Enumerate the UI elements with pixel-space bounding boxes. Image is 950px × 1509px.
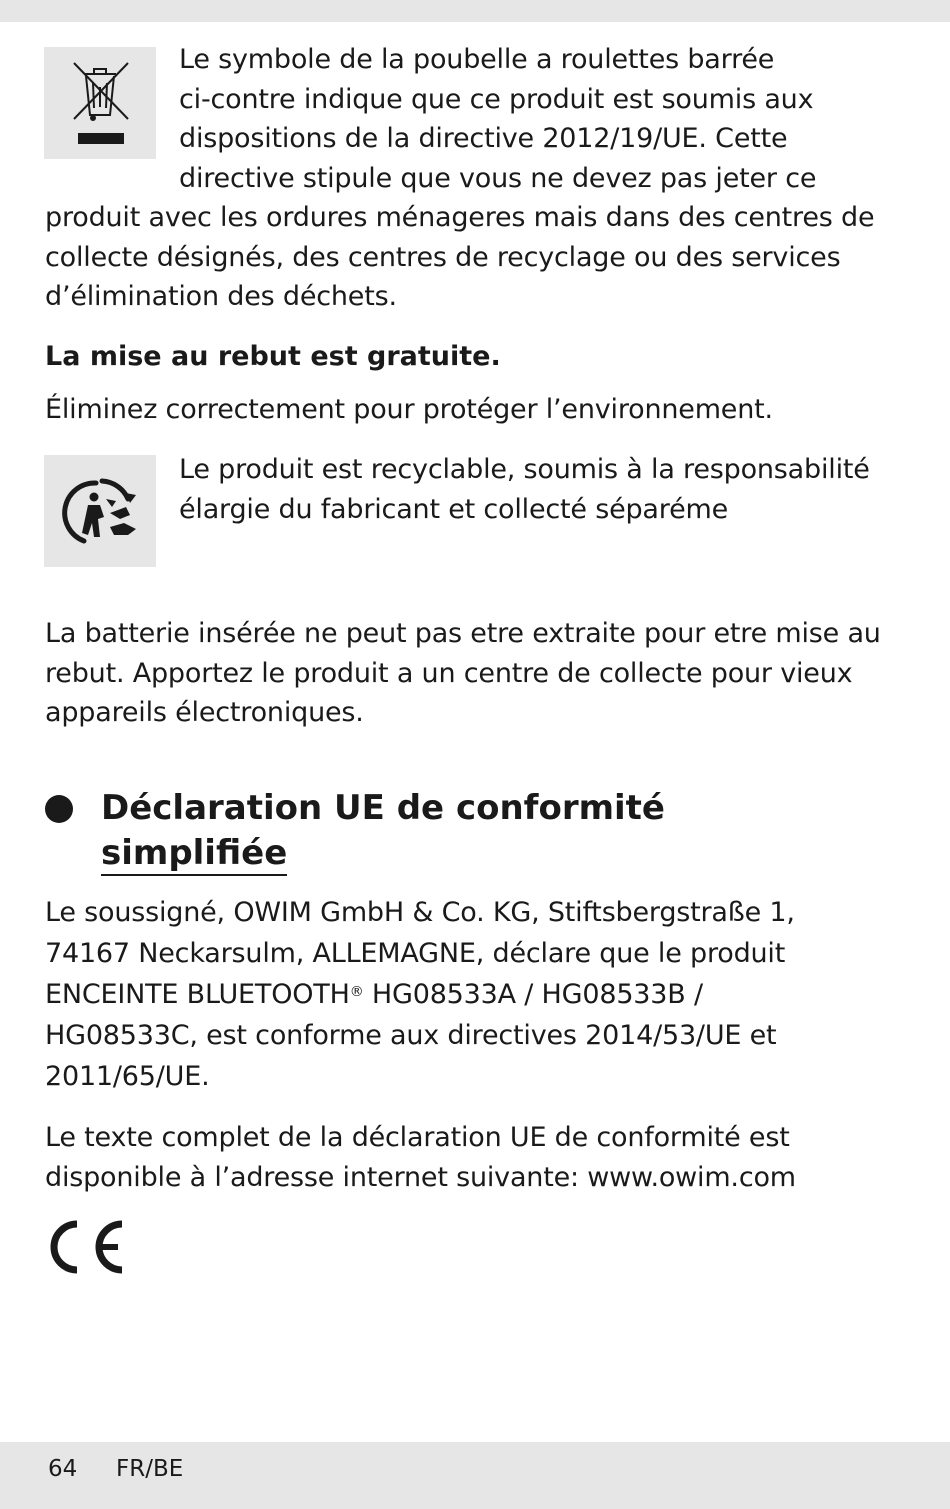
declaration-line-product [45,974,795,1015]
weee-line: Le symbole de la poubelle a roulettes barrée [179,44,775,75]
product-models: HG08533A / HG08533B / [363,979,703,1010]
battery-text [45,614,881,733]
weee-text-bottom [45,198,874,317]
battery-line: appareils électroniques. [45,697,364,728]
weee-text-top [179,40,816,198]
disposal-free-heading: La mise au rebut est gratuite. [45,341,501,372]
weee-line: produit avec les ordures ménageres mais dans des centres de [45,202,875,233]
declaration-full-text [45,1118,796,1197]
crossed-out-wheelie-bin-icon [44,47,156,159]
page-number: 64 [48,1456,78,1482]
ce-mark-icon [44,1218,126,1280]
triman-text [179,450,870,529]
triman-recycling-icon [44,455,156,567]
registered-mark: ® [349,984,364,1000]
battery-line: La batterie insérée ne peut pas etre extraite pour etre mise au [45,618,881,649]
disposal-text [45,390,773,430]
declaration-line: Le soussigné, OWIM GmbH & Co. KG, Stiftsbergstraße 1, [45,897,795,928]
bullet-icon [45,795,73,823]
declaration-line: HG08533C, est conforme aux directives 2014/53/UE et [45,1020,777,1051]
disposal-line: Éliminez correctement pour protéger l’environnement. [45,394,773,425]
weee-line: d’élimination des déchets. [45,281,397,312]
top-bar [0,0,950,22]
declaration-line: 2011/65/UE. [45,1061,210,1092]
triman-line: élargie du fabricant et collecté séparéme [179,493,728,525]
page-footer [0,1442,950,1509]
full-text-line: Le texte complet de la déclaration UE de conformité est [45,1122,790,1153]
full-text-line: disponible à l’adresse internet suivante: www.owim.com [45,1161,796,1193]
language-code: FR/BE [116,1456,184,1482]
declaration-line: 74167 Neckarsulm, ALLEMAGNE, déclare que le produit [45,938,786,969]
triman-line: Le produit est recyclable, soumis à la responsabilité [179,454,870,485]
declaration-body [45,892,795,1097]
product-name: ENCEINTE BLUETOOTH [45,979,350,1010]
declaration-heading-line1: Déclaration UE de conformité [101,788,665,828]
declaration-heading-line2: simplifiée [101,832,287,876]
weee-line: directive stipule que vous ne devez pas jeter ce [179,162,817,194]
battery-line: rebut. Apportez le produit a un centre de collecte pour vieux [45,657,853,689]
weee-line: dispositions de la directive 2012/19/UE. Cette [179,123,788,154]
weee-line: collecte désignés, des centres de recyclage ou des services [45,241,841,273]
weee-line: ci-contre indique que ce produit est soumis aux [179,83,814,115]
